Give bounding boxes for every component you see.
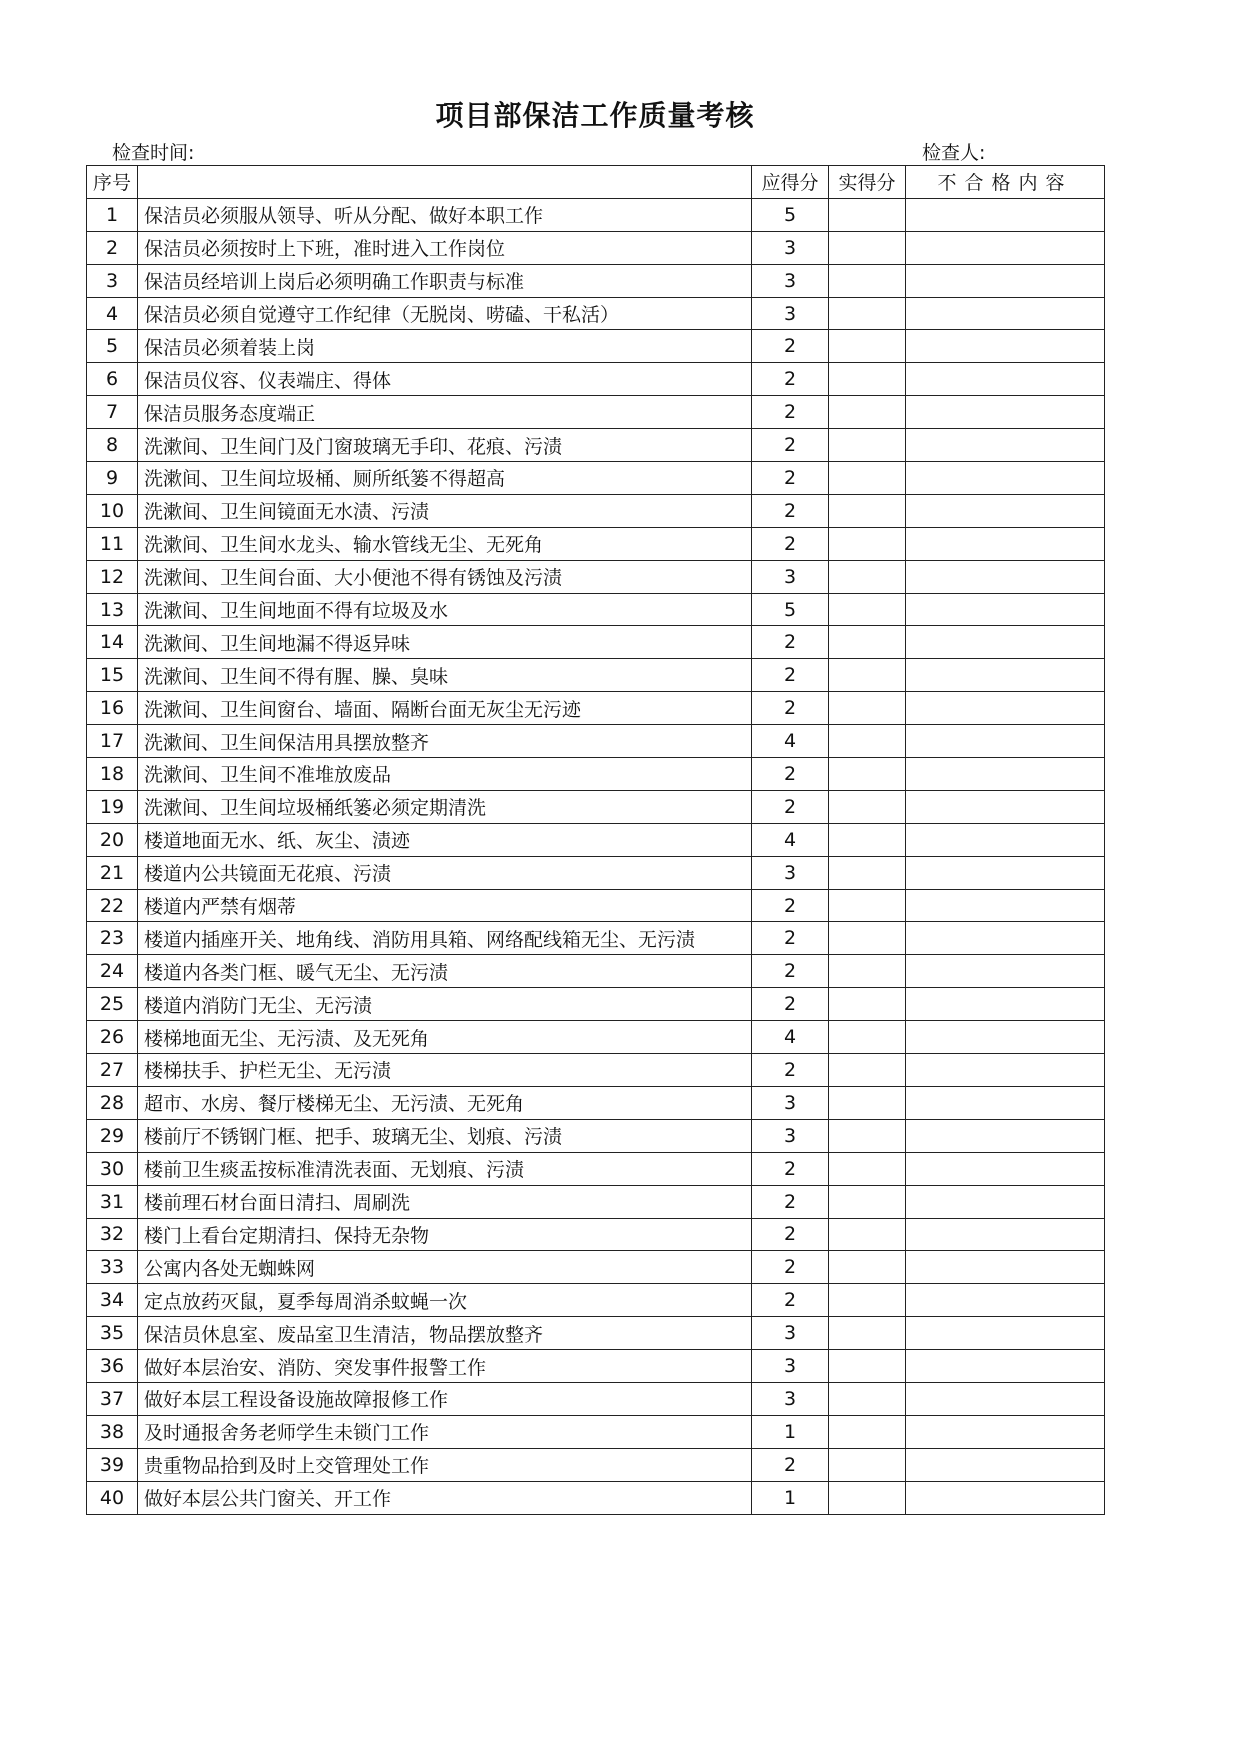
table-row [87, 1119, 1105, 1152]
actual-score-cell[interactable] [829, 626, 906, 659]
fail-content-cell[interactable] [906, 626, 1105, 659]
max-score: 2 [752, 1448, 829, 1481]
row-number: 24 [87, 955, 138, 988]
actual-score-cell[interactable] [829, 790, 906, 823]
actual-score-cell[interactable] [829, 462, 906, 495]
inspection-item: 保洁员仪容、仪表端庄、得体 [138, 363, 752, 396]
inspection-item: 做好本层公共门窗关、开工作 [138, 1481, 752, 1514]
table-row [87, 1284, 1105, 1317]
max-score: 1 [752, 1481, 829, 1514]
actual-score-cell[interactable] [829, 429, 906, 462]
inspection-item: 保洁员必须自觉遵守工作纪律（无脱岗、唠磕、干私活） [138, 297, 752, 330]
table-row [87, 297, 1105, 330]
row-number: 36 [87, 1350, 138, 1383]
inspection-item: 楼道地面无水、纸、灰尘、渍迹 [138, 823, 752, 856]
max-score: 4 [752, 823, 829, 856]
fail-content-cell[interactable] [906, 593, 1105, 626]
fail-content-cell[interactable] [906, 889, 1105, 922]
fail-content-cell[interactable] [906, 1086, 1105, 1119]
table-row [87, 1350, 1105, 1383]
table-row [87, 922, 1105, 955]
inspection-table [86, 165, 1105, 1515]
actual-score-cell[interactable] [829, 988, 906, 1021]
inspection-item: 楼前理石材台面日清扫、周刷洗 [138, 1185, 752, 1218]
row-number: 13 [87, 593, 138, 626]
max-score: 5 [752, 593, 829, 626]
fail-content-cell[interactable] [906, 297, 1105, 330]
row-number: 35 [87, 1317, 138, 1350]
max-score: 3 [752, 1086, 829, 1119]
max-score: 2 [752, 396, 829, 429]
row-number: 10 [87, 494, 138, 527]
row-number: 33 [87, 1251, 138, 1284]
max-score: 2 [752, 1185, 829, 1218]
fail-content-cell[interactable] [906, 264, 1105, 297]
max-score: 3 [752, 1119, 829, 1152]
inspection-item: 洗漱间、卫生间垃圾桶纸篓必须定期清洗 [138, 790, 752, 823]
inspection-item: 楼前厅不锈钢门框、把手、玻璃无尘、划痕、污渍 [138, 1119, 752, 1152]
row-number: 15 [87, 659, 138, 692]
fail-content-cell[interactable] [906, 823, 1105, 856]
max-score: 2 [752, 462, 829, 495]
table-row [87, 593, 1105, 626]
fail-content-cell[interactable] [906, 1054, 1105, 1087]
page-title: 项目部保洁工作质量考核 [435, 99, 755, 132]
actual-score-cell[interactable] [829, 1448, 906, 1481]
table-row [87, 626, 1105, 659]
inspection-item: 洗漱间、卫生间镜面无水渍、污渍 [138, 494, 752, 527]
inspection-item: 楼道内消防门无尘、无污渍 [138, 988, 752, 1021]
row-number: 34 [87, 1284, 138, 1317]
row-number: 28 [87, 1086, 138, 1119]
row-number: 21 [87, 856, 138, 889]
actual-score-cell[interactable] [829, 1317, 906, 1350]
table-row [87, 429, 1105, 462]
row-number: 40 [87, 1481, 138, 1514]
actual-score-cell[interactable] [829, 527, 906, 560]
inspection-item: 楼梯地面无尘、无污渍、及无死角 [138, 1021, 752, 1054]
fail-content-cell[interactable] [906, 856, 1105, 889]
inspection-item: 保洁员经培训上岗后必须明确工作职责与标准 [138, 264, 752, 297]
max-score: 2 [752, 889, 829, 922]
inspection-item: 公寓内各处无蜘蛛网 [138, 1251, 752, 1284]
inspection-item: 洗漱间、卫生间窗台、墙面、隔断台面无灰尘无污迹 [138, 692, 752, 725]
row-number: 8 [87, 429, 138, 462]
actual-score-cell[interactable] [829, 494, 906, 527]
table-row [87, 1251, 1105, 1284]
actual-score-cell[interactable] [829, 231, 906, 264]
row-number: 17 [87, 725, 138, 758]
inspection-item: 楼梯扶手、护栏无尘、无污渍 [138, 1054, 752, 1087]
table-row [87, 198, 1105, 231]
fail-content-cell[interactable] [906, 330, 1105, 363]
inspection-item: 楼前卫生痰盂按标准清洗表面、无划痕、污渍 [138, 1152, 752, 1185]
table-row [87, 1054, 1105, 1087]
inspection-item: 做好本层治安、消防、突发事件报警工作 [138, 1350, 752, 1383]
fail-content-cell[interactable] [906, 198, 1105, 231]
table-row [87, 955, 1105, 988]
table-row [87, 231, 1105, 264]
max-score: 2 [752, 494, 829, 527]
fail-content-cell[interactable] [906, 1152, 1105, 1185]
fail-content-cell[interactable] [906, 758, 1105, 791]
actual-score-cell[interactable] [829, 330, 906, 363]
row-number: 27 [87, 1054, 138, 1087]
inspection-item: 洗漱间、卫生间保洁用具摆放整齐 [138, 725, 752, 758]
inspection-item: 定点放药灭鼠，夏季每周消杀蚊蝇一次 [138, 1284, 752, 1317]
actual-score-cell[interactable] [829, 593, 906, 626]
actual-score-cell[interactable] [829, 198, 906, 231]
max-score: 2 [752, 692, 829, 725]
table-row [87, 725, 1105, 758]
max-score: 3 [752, 1350, 829, 1383]
row-number: 3 [87, 264, 138, 297]
row-number: 20 [87, 823, 138, 856]
header-item [138, 166, 752, 199]
row-number: 11 [87, 527, 138, 560]
actual-score-cell[interactable] [829, 889, 906, 922]
table-row [87, 494, 1105, 527]
inspection-item: 洗漱间、卫生间台面、大小便池不得有锈蚀及污渍 [138, 560, 752, 593]
check-time-label: 检查时间: [112, 142, 195, 164]
row-number: 30 [87, 1152, 138, 1185]
table-row [87, 1481, 1105, 1514]
max-score: 2 [752, 330, 829, 363]
actual-score-cell[interactable] [829, 1382, 906, 1415]
max-score: 5 [752, 198, 829, 231]
max-score: 2 [752, 429, 829, 462]
fail-content-cell[interactable] [906, 1218, 1105, 1251]
inspection-item: 楼门上看台定期清扫、保持无杂物 [138, 1218, 752, 1251]
row-number: 12 [87, 560, 138, 593]
row-number: 23 [87, 922, 138, 955]
header-actual-score: 实得分 [829, 166, 906, 199]
row-number: 14 [87, 626, 138, 659]
inspection-item: 保洁员必须着装上岗 [138, 330, 752, 363]
max-score: 2 [752, 1054, 829, 1087]
row-number: 39 [87, 1448, 138, 1481]
actual-score-cell[interactable] [829, 1119, 906, 1152]
fail-content-cell[interactable] [906, 560, 1105, 593]
table-row [87, 1317, 1105, 1350]
max-score: 2 [752, 988, 829, 1021]
inspection-item: 保洁员服务态度端正 [138, 396, 752, 429]
actual-score-cell[interactable] [829, 363, 906, 396]
fail-content-cell[interactable] [906, 494, 1105, 527]
inspection-item: 楼道内严禁有烟蒂 [138, 889, 752, 922]
row-number: 32 [87, 1218, 138, 1251]
table-row [87, 560, 1105, 593]
actual-score-cell[interactable] [829, 1185, 906, 1218]
table-row [87, 1021, 1105, 1054]
inspection-item: 洗漱间、卫生间垃圾桶、厕所纸篓不得超高 [138, 462, 752, 495]
actual-score-cell[interactable] [829, 1218, 906, 1251]
actual-score-cell[interactable] [829, 1251, 906, 1284]
row-number: 5 [87, 330, 138, 363]
max-score: 4 [752, 1021, 829, 1054]
fail-content-cell[interactable] [906, 1284, 1105, 1317]
row-number: 1 [87, 198, 138, 231]
inspection-item: 洗漱间、卫生间不得有腥、臊、臭味 [138, 659, 752, 692]
header-fail-content: 不合格内容 [906, 166, 1105, 199]
table-row [87, 1415, 1105, 1448]
fail-content-cell[interactable] [906, 1251, 1105, 1284]
actual-score-cell[interactable] [829, 1284, 906, 1317]
fail-content-cell[interactable] [906, 922, 1105, 955]
actual-score-cell[interactable] [829, 659, 906, 692]
max-score: 2 [752, 1218, 829, 1251]
table-header-row [87, 166, 1105, 199]
fail-content-cell[interactable] [906, 725, 1105, 758]
inspection-item: 楼道内公共镜面无花痕、污渍 [138, 856, 752, 889]
table-row [87, 527, 1105, 560]
table-body [87, 198, 1105, 1514]
header-max-score: 应得分 [752, 166, 829, 199]
max-score: 2 [752, 922, 829, 955]
max-score: 2 [752, 659, 829, 692]
fail-content-cell[interactable] [906, 1481, 1105, 1514]
row-number: 19 [87, 790, 138, 823]
actual-score-cell[interactable] [829, 692, 906, 725]
actual-score-cell[interactable] [829, 1350, 906, 1383]
table-row [87, 790, 1105, 823]
table-row [87, 856, 1105, 889]
table-row [87, 1152, 1105, 1185]
table-row [87, 363, 1105, 396]
row-number: 29 [87, 1119, 138, 1152]
table-row [87, 889, 1105, 922]
actual-score-cell[interactable] [829, 725, 906, 758]
table-row [87, 758, 1105, 791]
actual-score-cell[interactable] [829, 1152, 906, 1185]
inspection-item: 贵重物品拾到及时上交管理处工作 [138, 1448, 752, 1481]
actual-score-cell[interactable] [829, 297, 906, 330]
max-score: 2 [752, 1251, 829, 1284]
actual-score-cell[interactable] [829, 856, 906, 889]
inspection-item: 保洁员必须服从领导、听从分配、做好本职工作 [138, 198, 752, 231]
inspection-item: 洗漱间、卫生间水龙头、输水管线无尘、无死角 [138, 527, 752, 560]
actual-score-cell[interactable] [829, 1054, 906, 1087]
row-number: 7 [87, 396, 138, 429]
max-score: 3 [752, 264, 829, 297]
fail-content-cell[interactable] [906, 429, 1105, 462]
max-score: 3 [752, 560, 829, 593]
max-score: 3 [752, 231, 829, 264]
inspection-item: 保洁员必须按时上下班，准时进入工作岗位 [138, 231, 752, 264]
inspection-item: 楼道内各类门框、暖气无尘、无污渍 [138, 955, 752, 988]
table-row [87, 1382, 1105, 1415]
fail-content-cell[interactable] [906, 692, 1105, 725]
inspection-item: 楼道内插座开关、地角线、消防用具箱、网络配线箱无尘、无污渍 [138, 922, 752, 955]
row-number: 22 [87, 889, 138, 922]
inspector-label: 检查人: [922, 142, 986, 164]
fail-content-cell[interactable] [906, 396, 1105, 429]
fail-content-cell[interactable] [906, 1021, 1105, 1054]
actual-score-cell[interactable] [829, 823, 906, 856]
row-number: 16 [87, 692, 138, 725]
table-row [87, 462, 1105, 495]
actual-score-cell[interactable] [829, 264, 906, 297]
max-score: 2 [752, 363, 829, 396]
max-score: 3 [752, 1317, 829, 1350]
table-row [87, 264, 1105, 297]
fail-content-cell[interactable] [906, 527, 1105, 560]
actual-score-cell[interactable] [829, 1021, 906, 1054]
max-score: 3 [752, 1382, 829, 1415]
max-score: 4 [752, 725, 829, 758]
table-row [87, 1218, 1105, 1251]
inspection-item: 保洁员休息室、废品室卫生清洁，物品摆放整齐 [138, 1317, 752, 1350]
fail-content-cell[interactable] [906, 988, 1105, 1021]
row-number: 18 [87, 758, 138, 791]
fail-content-cell[interactable] [906, 1119, 1105, 1152]
table-row [87, 823, 1105, 856]
fail-content-cell[interactable] [906, 462, 1105, 495]
row-number: 38 [87, 1415, 138, 1448]
fail-content-cell[interactable] [906, 659, 1105, 692]
actual-score-cell[interactable] [829, 1415, 906, 1448]
inspection-item: 洗漱间、卫生间地面不得有垃圾及水 [138, 593, 752, 626]
row-number: 26 [87, 1021, 138, 1054]
inspection-item: 做好本层工程设备设施故障报修工作 [138, 1382, 752, 1415]
actual-score-cell[interactable] [829, 758, 906, 791]
row-number: 25 [87, 988, 138, 1021]
row-number: 9 [87, 462, 138, 495]
actual-score-cell[interactable] [829, 396, 906, 429]
actual-score-cell[interactable] [829, 922, 906, 955]
max-score: 2 [752, 955, 829, 988]
inspection-item: 洗漱间、卫生间门及门窗玻璃无手印、花痕、污渍 [138, 429, 752, 462]
fail-content-cell[interactable] [906, 955, 1105, 988]
max-score: 2 [752, 758, 829, 791]
max-score: 2 [752, 790, 829, 823]
max-score: 3 [752, 297, 829, 330]
fail-content-cell[interactable] [906, 1448, 1105, 1481]
max-score: 3 [752, 856, 829, 889]
table-row [87, 692, 1105, 725]
fail-content-cell[interactable] [906, 1185, 1105, 1218]
row-number: 6 [87, 363, 138, 396]
actual-score-cell[interactable] [829, 560, 906, 593]
max-score: 1 [752, 1415, 829, 1448]
fail-content-cell[interactable] [906, 1382, 1105, 1415]
max-score: 2 [752, 527, 829, 560]
actual-score-cell[interactable] [829, 1086, 906, 1119]
fail-content-cell[interactable] [906, 790, 1105, 823]
header-no: 序号 [87, 166, 138, 199]
table-row [87, 988, 1105, 1021]
table-row [87, 1185, 1105, 1218]
actual-score-cell[interactable] [829, 955, 906, 988]
max-score: 2 [752, 626, 829, 659]
row-number: 2 [87, 231, 138, 264]
fail-content-cell[interactable] [906, 1317, 1105, 1350]
inspection-item: 洗漱间、卫生间地漏不得返异味 [138, 626, 752, 659]
row-number: 31 [87, 1185, 138, 1218]
inspection-item: 超市、水房、餐厅楼梯无尘、无污渍、无死角 [138, 1086, 752, 1119]
row-number: 37 [87, 1382, 138, 1415]
fail-content-cell[interactable] [906, 231, 1105, 264]
table-row [87, 659, 1105, 692]
inspection-item: 及时通报舍务老师学生未锁门工作 [138, 1415, 752, 1448]
table-row [87, 396, 1105, 429]
fail-content-cell[interactable] [906, 363, 1105, 396]
table-row [87, 330, 1105, 363]
row-number: 4 [87, 297, 138, 330]
fail-content-cell[interactable] [906, 1415, 1105, 1448]
fail-content-cell[interactable] [906, 1350, 1105, 1383]
max-score: 2 [752, 1152, 829, 1185]
table-row [87, 1086, 1105, 1119]
actual-score-cell[interactable] [829, 1481, 906, 1514]
max-score: 2 [752, 1284, 829, 1317]
inspection-item: 洗漱间、卫生间不准堆放废品 [138, 758, 752, 791]
table-row [87, 1448, 1105, 1481]
